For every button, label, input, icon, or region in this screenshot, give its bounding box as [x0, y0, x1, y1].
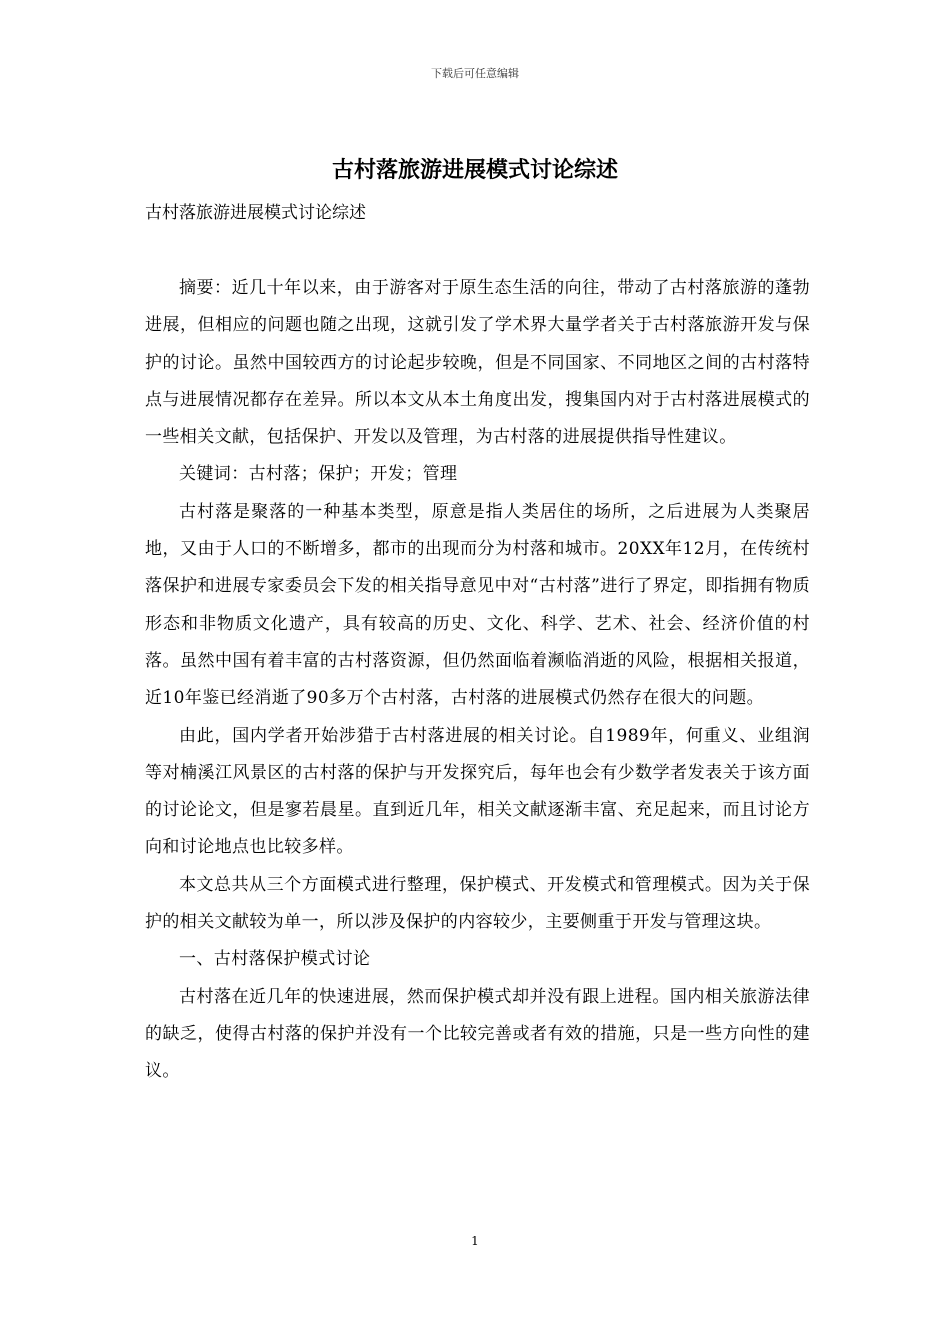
abstract-paragraph: 摘要：近几十年以来，由于游客对于原生态生活的向往，带动了古村落旅游的蓬勃进展，但相应的问题也随之出现，这就引发了学术界大量学者关于古村落旅游开发与保护的讨论。虽然中国较西方的讨论起步较晚，但是不同国家、不同地区之间的古村落特点与进展情况都存在差异。所以本文从本土角度出发，搜集国内对于古村落进展模式的一些相关文献，包括保护、开发以及管理，为古村落的进展提供指导性建议。: [145, 278, 810, 448]
body-paragraph: 由此，国内学者开始涉猎于古村落进展的相关讨论。自1989年，何重义、业组润等对楠溪江风景区的古村落的保护与开发探究后，每年也会有少数学者发表关于该方面的讨论论文，但是寥若晨星。直到近几年，相关文献逐渐丰富、充足起来，而且讨论方向和讨论地点也比较多样。: [145, 725, 810, 858]
document-subtitle: 古村落旅游进展模式讨论综述: [145, 203, 366, 223]
page-number: 1: [471, 1234, 479, 1248]
section-heading: 一、古村落保护模式讨论: [179, 949, 371, 970]
body-paragraph: 古村落在近几年的快速进展，然而保护模式却并没有跟上进程。国内相关旅游法律的缺乏，使得古村落的保护并没有一个比较完善或者有效的措施，只是一些方向性的建议。: [145, 986, 810, 1082]
document-body: [145, 270, 810, 1091]
body-paragraph: 古村落是聚落的一种基本类型，原意是指人类居住的场所，之后进展为人类聚居地，又由于人口的不断增多，都市的出现而分为村落和城市。20XX年12月，在传统村落保护和进展专家委员会下发的相关指导意见中对“古村落”进行了界定，即指拥有物质形态和非物质文化遗产，具有较高的历史、文化、科学、艺术、社会、经济价值的村落。虽然中国有着丰富的古村落资源，但仍然面临着濒临消逝的风险，根据相关报道，近10年鉴已经消逝了90多万个古村落，古村落的进展模式仍然存在很大的问题。: [145, 501, 810, 709]
keywords-paragraph: 关键词：古村落；保护；开发；管理: [179, 464, 458, 485]
body-paragraph: 本文总共从三个方面模式进行整理，保护模式、开发模式和管理模式。因为关于保护的相关文献较为单一，所以涉及保护的内容较少，主要侧重于开发与管理这块。: [145, 874, 810, 933]
header-note: 下载后可任意编辑: [431, 67, 519, 80]
document-title: 古村落旅游进展模式讨论综述: [331, 157, 618, 183]
